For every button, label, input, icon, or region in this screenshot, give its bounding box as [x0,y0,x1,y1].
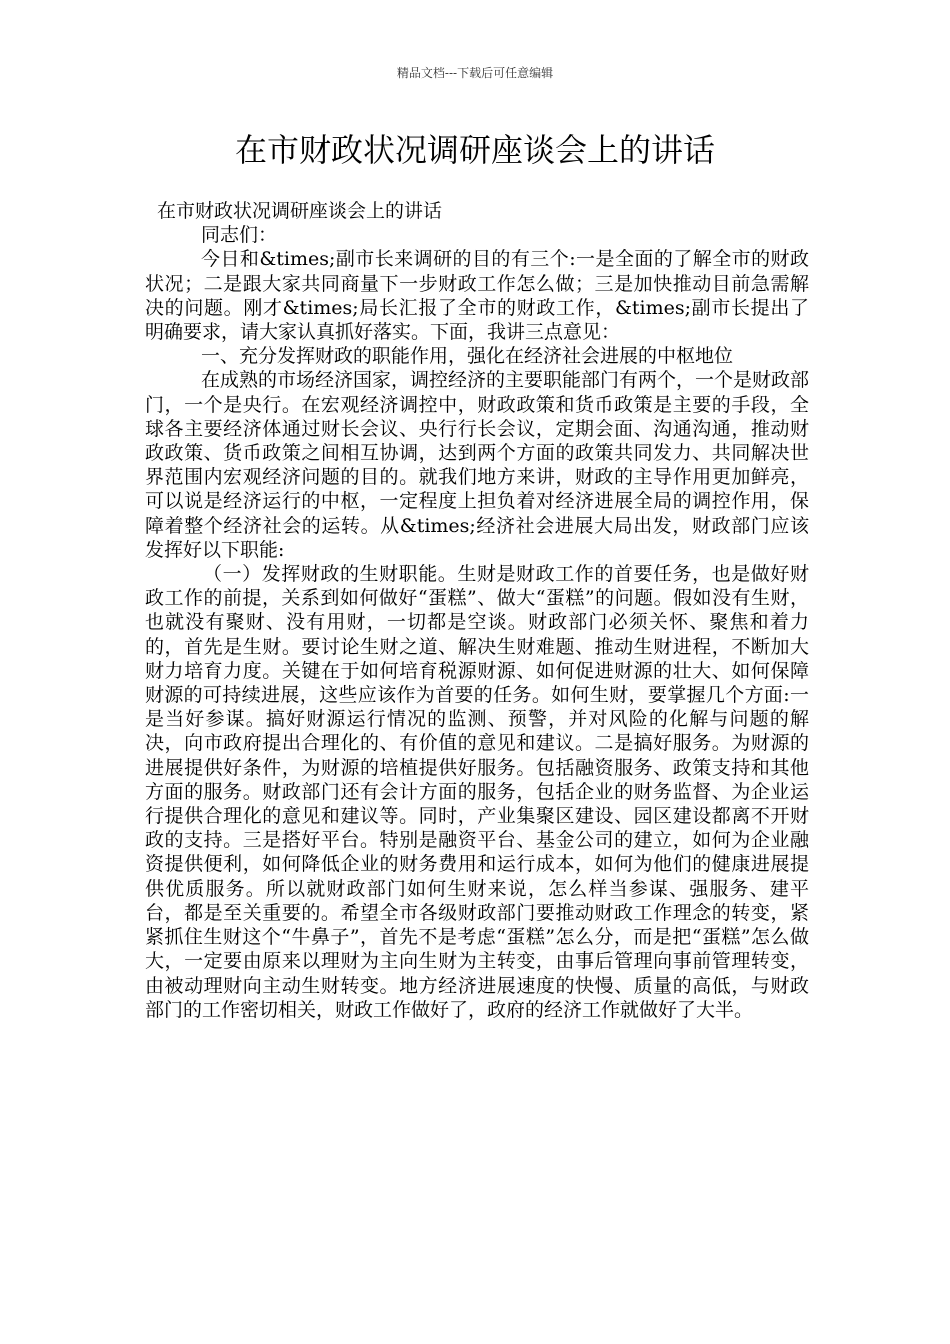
paragraph-economic-regulation: 在成熟的市场经济国家，调控经济的主要职能部门有两个，一个是财政部门，一个是央行。在宏观经济调控中，财政政策和货币政策是主要的手段，全球各主要经济体通过财长会议、央行行长会议，定期会面、沟通沟通，推动财政政策、货币政策之间相互协调，达到两个方面的政策共同发力、共同解决世界范围内宏观经济问题的目的。就我们地方来讲，财政的主导作用更加鲜亮，可以说是经济运行的中枢，一定程度上担负着对经济进展全局的调控作用，保障着整个经济社会的运转。从&times;经济社会进展大局出发，财政部门应该发挥好以下职能: [145,369,810,561]
document-title: 在市财政状况调研座谈会上的讲话 [234,131,715,169]
salutation: 同志们： [201,224,278,247]
document-subtitle: 在市财政状况调研座谈会上的讲话 [157,200,443,222]
paragraph-intro: 今日和&times;副市长来调研的目的有三个:一是全面的了解全市的财政状况；二是跟大家共同商量下一步财政工作怎么做；三是加快推动目前急需解决的问题。刚才&times;局长汇报了全市的财政工作，&times;副市长提出了明确要求，请大家认真抓好落实。下面，我讲三点意见： [145,248,809,344]
paragraph-revenue-function: （一）发挥财政的生财职能。生财是财政工作的首要任务，也是做好财政工作的前提，关系到如何做好“蛋糕”、做大“蛋糕”的问题。假如没有生财，也就没有聚财、没有用财，一切都是空谈。财政部门必须关怀、聚焦和着力的，首先是生财。要讨论生财之道、解决生财难题、推动生财进程，不断加大财力培育力度。关键在于如何培育税源财源、如何促进财源的壮大、如何保障财源的可持续进展，这些应该作为首要的任务。如何生财，要掌握几个方面:一是当好参谋。搞好财源运行情况的监测、预警，并对风险的化解与问题的解决，向市政府提出合理化的、有价值的意见和建议。二是搞好服务。为财源的进展提供好条件，为财源的培植提供好服务。包括融资服务、政策支持和其他方面的服务。财政部门还有会计方面的服务，包括企业的财务监督、为企业运行提供合理化的意见和建议等。同时，产业集聚区建设、园区建设都离不开财政的支持。三是搭好平台。特别是融资平台、基金公司的建立，如何为企业融资提供便利，如何降低企业的财务费用和运行成本，如何为他们的健康进展提供优质服务。所以就财政部门如何生财来说，怎么样当参谋、强服务、建平台，都是至关重要的。希望全市各级财政部门要推动财政工作理念的转变，紧紧抓住生财这个“牛鼻子”，首先不是考虑“蛋糕”怎么分，而是把“蛋糕”怎么做大，一定要由原来以理财为主向生财为主转变，由事后管理向事前管理转变，由被动理财向主动生财转变。地方经济进展速度的快慢、质量的高低，与财政部门的工作密切相关，财政工作做好了，政府的经济工作就做好了大半。 [145,563,809,1021]
section-heading-1: 一、充分发挥财政的职能作用，强化在经济社会进展的中枢地位 [201,345,734,368]
page-header: 精品文档---下载后可任意编辑 [396,66,554,80]
document-body [145,199,809,1022]
